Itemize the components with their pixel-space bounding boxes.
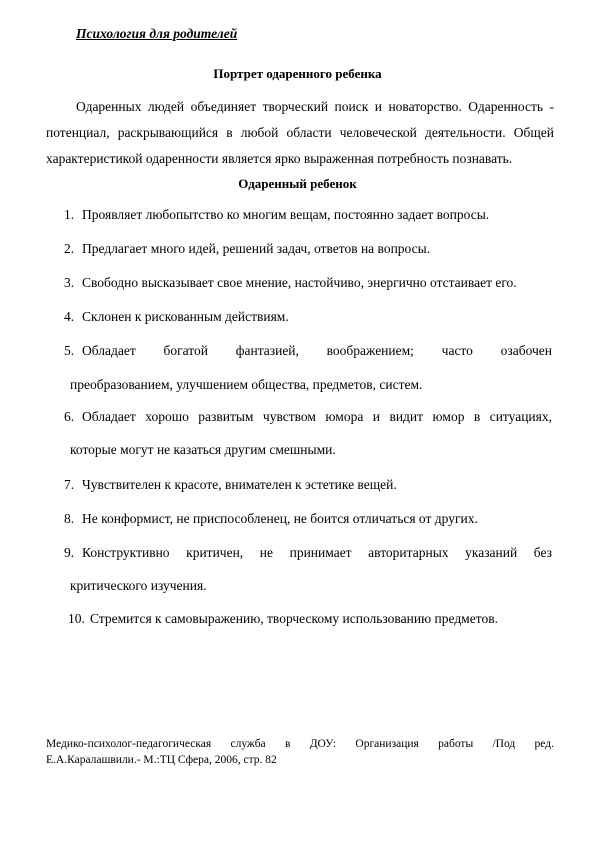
- list-item-text: Проявляет любопытство ко многим вещам, постоянно задает вопросы.: [82, 207, 490, 222]
- list-item-text-continued: преобразованием, улучшением общества, предметов, систем.: [70, 377, 423, 392]
- section-subtitle: Одаренный ребенок: [238, 176, 357, 191]
- page-header: Психология для родителей: [76, 26, 238, 41]
- list-item-number: 2.: [64, 241, 75, 256]
- list-item-text: Чувствителен к красоте, внимателен к эстетике вещей.: [82, 477, 397, 492]
- list-item-text: Склонен к рискованным действиям.: [82, 309, 289, 324]
- list-item-text-continued: которые могут не казаться другим смешными.: [70, 442, 336, 457]
- list-item-number: 8.: [64, 511, 75, 526]
- list-item-text: Конструктивно критичен, не принимает авторитарных указаний без: [82, 545, 552, 560]
- list-item-number: 3.: [64, 275, 75, 290]
- list-item-text: Обладает богатой фантазией, воображением; часто озабочен: [82, 343, 552, 358]
- list-item-number: 1.: [64, 207, 75, 222]
- citation-line: Е.А.Каралашвили.- М.:ТЦ Сфера, 2006, стр. 82: [46, 754, 277, 766]
- list-item-number: 4.: [64, 309, 75, 324]
- intro-paragraph: Одаренных людей объединяет творческий поиск и новаторство. Одаренность - потенциал, раскрывающийся в любой области человеческой деятельности. Общей характеристикой одаренности является ярко выраженная потребность познавать.: [46, 99, 554, 166]
- source-citation: [46, 736, 554, 768]
- list-item-text: Обладает хорошо развитым чувством юмора и видит юмор в ситуациях,: [82, 409, 552, 424]
- document-title: Портрет одаренного ребенка: [213, 66, 382, 81]
- citation-line: Медико-психолог-педагогическая служба в ДОУ: Организация работы /Под ред.: [46, 738, 554, 750]
- list-item-text-continued: критического изучения.: [70, 578, 207, 593]
- list-item-text: Свободно высказывает свое мнение, настойчиво, энергично отстаивает его.: [82, 275, 517, 290]
- list-item-text: Не конформист, не приспособленец, не боится отличаться от других.: [82, 511, 478, 526]
- list-item-number: 9.: [64, 545, 75, 560]
- list-item-text: Стремится к самовыражению, творческому использованию предметов.: [90, 611, 498, 626]
- list-item-text: Предлагает много идей, решений задач, ответов на вопросы.: [82, 241, 431, 256]
- list-item-number: 10.: [68, 611, 85, 626]
- list-item-number: 6.: [64, 409, 75, 424]
- list-item-number: 7.: [64, 477, 75, 492]
- list-item-number: 5.: [64, 343, 75, 358]
